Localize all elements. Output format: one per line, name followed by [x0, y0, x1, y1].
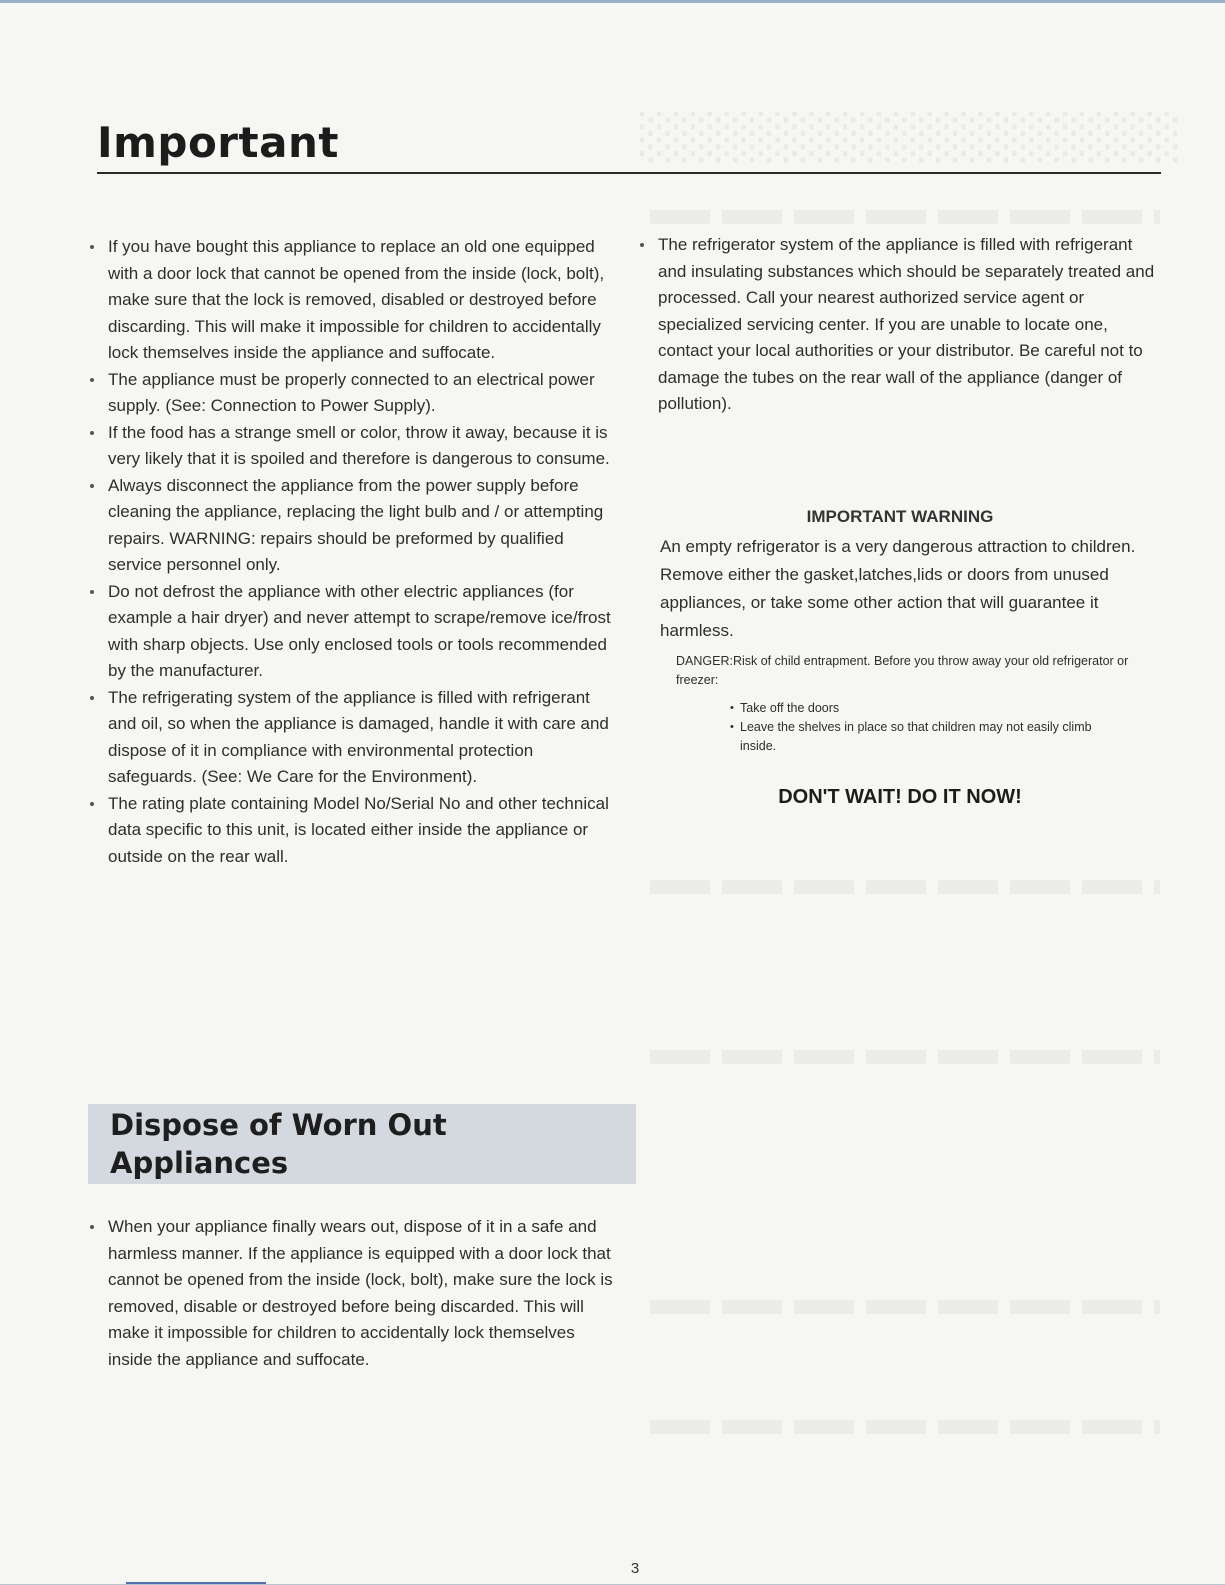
danger-list: [730, 699, 1130, 756]
bullet-item: If you have bought this appliance to replace an old one equipped with a door lock that cannot be opened from the inside (lock, bolt), make sure that the lock is removed, disabled or destroyed before discarding. This will make it impossible for children to accidentally lock themselves inside the appliance and suffocate.: [88, 234, 618, 367]
right-column: [638, 232, 1158, 418]
bullet-item: The refrigerator system of the appliance is filled with refrigerant and insulating substances which should be separately treated and processed. Call your nearest authorized service agent or specialized servicing center. If you are unable to locate one, contact your local authorities or your distributor. Be careful not to damage the tubes on the rear wall of the appliance (danger of pollution).: [638, 232, 1158, 418]
dispose-section-body: [88, 1214, 618, 1373]
dispose-bullet-list: [88, 1214, 618, 1373]
important-bullet-list: [88, 234, 618, 870]
show-through-heading: ░░░░░░░░░░░░░░░░: [640, 112, 1182, 163]
bullet-item: When your appliance finally wears out, dispose of it in a safe and harmless manner. If the appliance is equipped with a door lock that cannot be opened from the inside (lock, bolt), make sure the lock is removed, disable or destroyed before being discarded. This will make it impossible for children to accidentally lock themselves inside the appliance and suffocate.: [88, 1214, 618, 1373]
danger-text: DANGER:Risk of child entrapment. Before you throw away your old refrigerator or freezer:: [676, 654, 1129, 687]
bullet-item: Do not defrost the appliance with other electric appliances (for example a hair dryer) and never attempt to scrape/remove ice/frost with sharp objects. Use only enclosed tools or tools recommended by the manufacturer.: [88, 579, 618, 685]
page-number: 3: [630, 1560, 640, 1577]
show-through-text: [650, 880, 1160, 894]
bullet-item: The refrigerating system of the appliance is filled with refrigerant and oil, so when the appliance is damaged, handle it with care and dispose of it in compliance with environmental protection safeguards. (See: We Care for the Environment).: [88, 685, 618, 791]
show-through-text: [650, 1300, 1160, 1314]
warning-slogan: DON'T WAIT! DO IT NOW!: [778, 786, 1022, 808]
dispose-section-heading: Dispose of Worn Out Appliances: [110, 1108, 447, 1180]
bullet-item: If the food has a strange smell or color, throw it away, because it is very likely that it is spoiled and therefore is dangerous to consume.: [88, 420, 618, 473]
bullet-item: Always disconnect the appliance from the power supply before cleaning the appliance, replacing the light bulb and / or attempting repairs. WARNING: repairs should be preformed by qualified service personnel only.: [88, 473, 618, 579]
warning-body: An empty refrigerator is a very dangerous attraction to children. Remove either the gasket,latches,lids or doors from unused appliances, or take some other action that will guarantee it harmless.: [660, 537, 1136, 640]
show-through-text: [650, 1420, 1160, 1434]
warning-heading: IMPORTANT WARNING: [806, 507, 994, 526]
top-edge-rule: [0, 0, 1225, 3]
show-through-text: [650, 210, 1160, 224]
bullet-item: The appliance must be properly connected to an electrical power supply. (See: Connection to Power Supply).: [88, 367, 618, 420]
page-title: Important: [97, 118, 339, 167]
refrigerant-bullet-list: [638, 232, 1158, 418]
show-through-text: [650, 1050, 1160, 1064]
danger-item: • Take off the doors: [730, 699, 1130, 718]
bullet-item: The rating plate containing Model No/Serial No and other technical data specific to this unit, is located either inside the appliance or outside on the rear wall.: [88, 791, 618, 871]
left-column: [88, 234, 618, 870]
dispose-section-banner: [88, 1104, 636, 1184]
title-underline: [97, 172, 1161, 174]
danger-item: • Leave the shelves in place so that children may not easily climb inside.: [730, 718, 1130, 756]
